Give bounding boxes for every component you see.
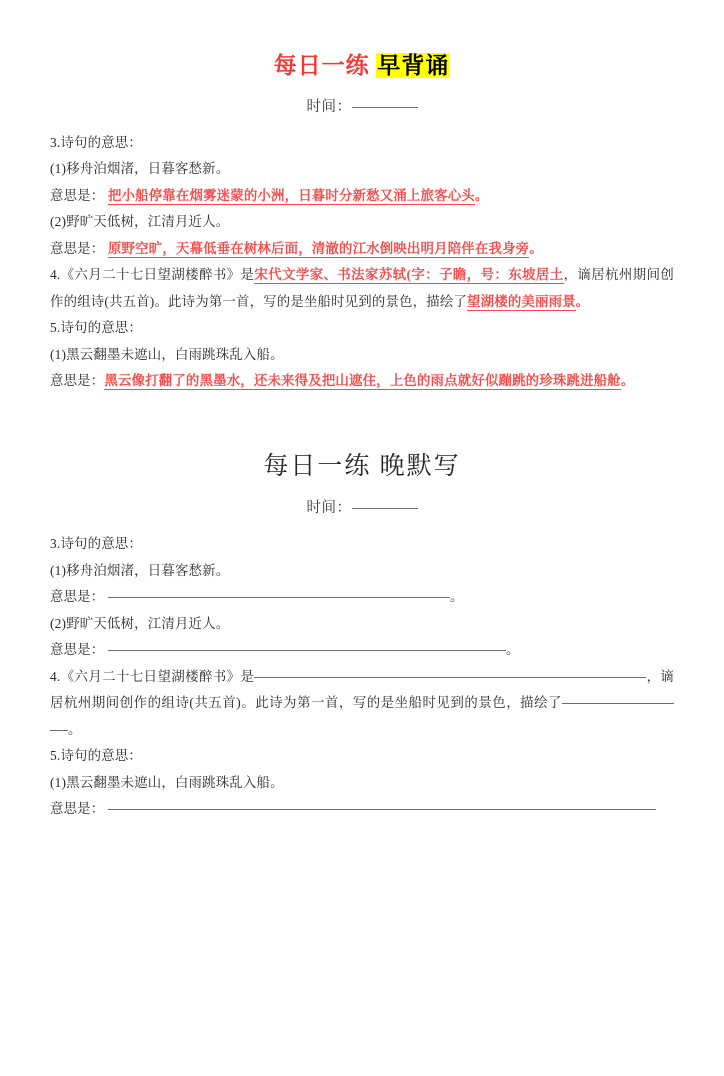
evening-item-4 <box>50 664 674 744</box>
item-text: 黑云翻墨未遮山，白雨跳珠乱入船。 <box>66 774 284 790</box>
item-number: 5. <box>50 320 61 336</box>
answer-label: 意思是： <box>50 240 105 256</box>
evening-item-5-line-1 <box>50 770 674 797</box>
answer-text-red-2: 望湖楼的美丽雨景 <box>467 293 576 309</box>
answer-label: 意思是： <box>50 589 105 604</box>
answer-tail: 。 <box>529 240 543 256</box>
item-number: (1) <box>50 774 67 790</box>
item-number: (1) <box>50 346 67 362</box>
answer-write-line[interactable] <box>108 809 656 810</box>
item-number: (2) <box>50 214 67 230</box>
morning-answer-2 <box>50 236 674 263</box>
item-number: (1) <box>50 562 67 578</box>
item-number: 5. <box>50 748 61 763</box>
morning-answer-1 <box>50 183 674 210</box>
answer-tail: 。 <box>68 721 82 737</box>
morning-answer-3 <box>50 368 674 395</box>
morning-item-5-heading <box>50 315 674 342</box>
answer-text-red: 原野空旷，天幕低垂在树林后面，清澈的江水倒映出明月陪伴在我身旁 <box>107 240 530 256</box>
item-prefix: 《六月二十七日望湖楼醉书》是 <box>60 267 255 283</box>
evening-time-blank[interactable] <box>352 508 418 509</box>
evening-item-3-heading <box>50 531 674 558</box>
evening-answer-blank-2 <box>50 637 674 664</box>
answer-text-red: 黑云像打翻了的黑墨水，还未来得及把山遮住，上色的雨点就好似蹦跳的珍珠跳进船舱 <box>104 373 621 389</box>
morning-item-5-line-1 <box>50 342 674 369</box>
answer-label: 意思是： <box>50 642 105 657</box>
item-text: 诗句的意思： <box>60 536 142 551</box>
morning-item-4 <box>50 262 674 315</box>
answer-tail: 。 <box>620 373 635 389</box>
answer-tail: 。 <box>449 589 464 604</box>
answer-tail: 。 <box>474 187 489 203</box>
item-number: 4. <box>50 267 61 283</box>
answer-write-line[interactable] <box>108 597 450 598</box>
morning-title-red: 每日一练 <box>273 53 370 78</box>
item-text: 移舟泊烟渚，日暮客愁新。 <box>66 562 230 578</box>
item-text: 黑云翻墨未遮山，白雨跳珠乱入船。 <box>66 346 284 362</box>
answer-text-red-1: 宋代文学家、书法家苏轼(字：子瞻，号：东坡居土 <box>254 267 564 283</box>
answer-tail: 。 <box>575 293 590 309</box>
item-text: 诗句的意思： <box>60 748 142 763</box>
morning-time-blank[interactable] <box>352 107 418 108</box>
answer-write-line-2[interactable] <box>562 703 674 704</box>
answer-write-line[interactable] <box>108 650 506 651</box>
morning-time-row <box>50 95 674 116</box>
morning-title-highlight: 早背诵 <box>377 53 450 78</box>
answer-label: 意思是： <box>50 373 105 389</box>
item-text: 野旷天低树，江清月近人。 <box>66 615 230 631</box>
item-number: 3. <box>50 134 61 150</box>
item-text: 诗句的意思： <box>60 320 142 336</box>
morning-item-3-heading <box>50 130 674 157</box>
morning-section-title <box>50 52 674 81</box>
item-text: 移舟泊烟渚，日暮客愁新。 <box>66 161 230 177</box>
answer-tail: 。 <box>505 642 520 657</box>
answer-write-line-2-wrap[interactable] <box>50 730 68 731</box>
evening-item-5-heading <box>50 743 674 770</box>
evening-item-3-line-1 <box>50 558 674 585</box>
answer-label: 意思是： <box>50 801 105 816</box>
morning-item-3-line-1 <box>50 156 674 183</box>
item-middle: ，谪居杭州期间创作的组诗(共五首)。此诗为第一首，写的是坐船时见到的景色，描绘了 <box>50 267 674 309</box>
item-middle: ，谪居杭州期间创作的组诗(共五首)。此诗为第一首，写的是坐船时见到的景色，描绘了 <box>50 668 674 710</box>
answer-text-red: 把小船停靠在烟雾迷蒙的小洲，日暮时分新愁又涌上旅客心头 <box>107 187 475 203</box>
morning-item-3-line-2 <box>50 209 674 236</box>
evening-time-row <box>50 496 674 517</box>
item-prefix: 《六月二十七日望湖楼醉书》是 <box>60 668 255 684</box>
morning-time-label: 时间： <box>306 98 352 115</box>
section-gap <box>50 395 674 451</box>
answer-label: 意思是： <box>50 187 105 203</box>
evening-item-3-line-2 <box>50 611 674 638</box>
evening-answer-blank-3 <box>50 796 674 823</box>
item-number: 4. <box>50 668 61 684</box>
item-number: (1) <box>50 161 67 177</box>
item-text: 野旷天低树，江清月近人。 <box>66 214 230 230</box>
evening-time-label: 时间： <box>306 500 352 516</box>
evening-section-title: 每日一练 晚默写 <box>263 452 461 480</box>
item-number: (2) <box>50 615 67 631</box>
evening-answer-blank-1 <box>50 584 674 611</box>
item-text: 诗句的意思： <box>60 134 142 150</box>
answer-write-line-1[interactable] <box>254 677 646 678</box>
worksheet-page <box>0 52 724 1076</box>
item-number: 3. <box>50 536 61 551</box>
